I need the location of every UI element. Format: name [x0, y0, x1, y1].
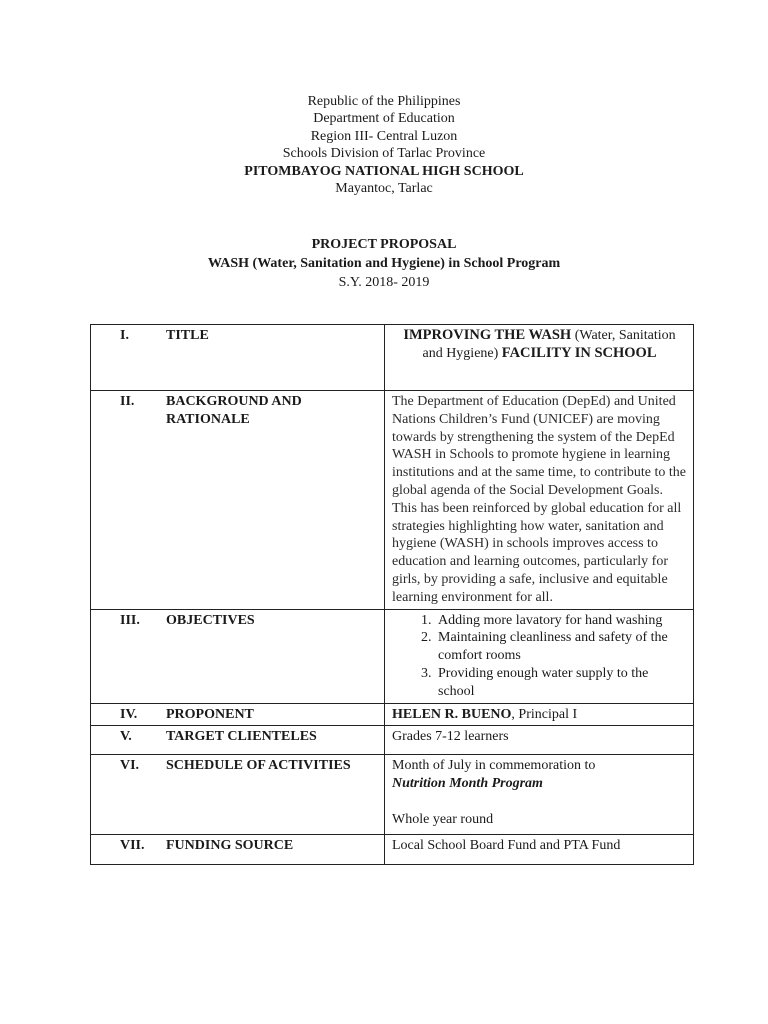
row-value-cell: [385, 391, 694, 610]
row-number: II.: [120, 394, 135, 409]
table-row-title: [91, 325, 694, 391]
row-value-cell: [385, 835, 694, 865]
row-label: OBJECTIVES: [166, 612, 255, 628]
row-label: PROPONENT: [166, 706, 254, 722]
proposal-school-year: S.Y. 2018- 2019: [338, 275, 430, 290]
schedule-line-3: Whole year round: [392, 811, 494, 827]
table-row-background: [91, 391, 694, 610]
row-label-cell: [91, 755, 385, 835]
row-label-cell: [91, 391, 385, 610]
table-row-proponent: [91, 703, 694, 726]
header-school: PITOMBAYOG NATIONAL HIGH SCHOOL: [244, 163, 524, 179]
funding-value: Local School Board Fund and PTA Fund: [392, 838, 621, 854]
proponent-name: HELEN R. BUENO: [392, 706, 512, 722]
objectives-list: [392, 612, 687, 701]
row-number: IV.: [120, 706, 138, 722]
document-header: [0, 93, 768, 197]
proposal-program: WASH (Water, Sanitation and Hygiene) in School Program: [207, 256, 561, 271]
title-normal-part: (Water, Sanitation and Hygiene): [422, 328, 676, 361]
row-label: TARGET CLIENTELES: [166, 729, 317, 745]
title-bold-part-2: FACILITY IN SCHOOL: [501, 344, 657, 361]
header-department: Department of Education: [313, 111, 455, 127]
schedule-program-name: Nutrition Month Program: [392, 776, 543, 792]
row-label-cell: [91, 835, 385, 865]
proponent-position: , Principal I: [511, 706, 578, 722]
row-label: SCHEDULE OF ACTIVITIES: [166, 758, 351, 774]
list-item: 2. Maintaining cleanliness and safety of the comfort rooms: [435, 629, 687, 665]
row-label: BACKGROUND AND RATIONALE: [166, 394, 302, 427]
table-row-objectives: [91, 609, 694, 703]
list-item: 1. Adding more lavatory for hand washing: [435, 612, 687, 630]
list-item: 3. Providing enough water supply to the school: [435, 665, 687, 701]
row-label: TITLE: [166, 328, 209, 343]
row-number: VI.: [120, 758, 140, 774]
background-rationale-text: The Department of Education (DepEd) and United Nations Children’s Fund (UNICEF) are moving towards by strengthening the system of the DepEd WASH in Schools to promote hygiene in learning institutions and at the same time, to contribute to the global agenda of the Social Development Goals. This has been reinforced by global education for all strategies highlighting how water, sanitation and hygiene (WASH) in schools improves access to education and learning outcomes, particularly for girls, by providing a safe, inclusive and equitable learning environment for all.: [392, 394, 686, 605]
row-label-cell: [91, 609, 385, 703]
proposal-heading-block: [0, 235, 768, 292]
header-region: Region III- Central Luzon: [310, 128, 458, 144]
row-label-cell: [91, 726, 385, 755]
header-division: Schools Division of Tarlac Province: [282, 146, 486, 162]
header-location: Mayantoc, Tarlac: [335, 181, 433, 197]
clienteles-value: Grades 7-12 learners: [392, 729, 509, 745]
table-row-funding: [91, 835, 694, 865]
proposal-heading: PROJECT PROPOSAL: [311, 237, 457, 252]
row-value-cell: [385, 609, 694, 703]
header-country: Republic of the Philippines: [307, 94, 461, 109]
row-value-cell: [385, 726, 694, 755]
title-bold-part-1: IMPROVING THE WASH: [403, 327, 572, 343]
row-value-cell: [385, 325, 694, 391]
row-number: VII.: [120, 838, 145, 854]
row-label-cell: [91, 325, 385, 391]
schedule-line-1: Month of July in commemoration to: [392, 758, 596, 774]
row-number: III.: [120, 612, 140, 628]
row-number: V.: [120, 729, 132, 745]
table-row-schedule: [91, 755, 694, 835]
row-label: FUNDING SOURCE: [166, 838, 294, 854]
proposal-table: [90, 324, 694, 865]
row-value-cell: [385, 703, 694, 726]
row-number: I.: [120, 328, 129, 343]
row-value-cell: [385, 755, 694, 835]
table-row-clienteles: [91, 726, 694, 755]
row-label-cell: [91, 703, 385, 726]
